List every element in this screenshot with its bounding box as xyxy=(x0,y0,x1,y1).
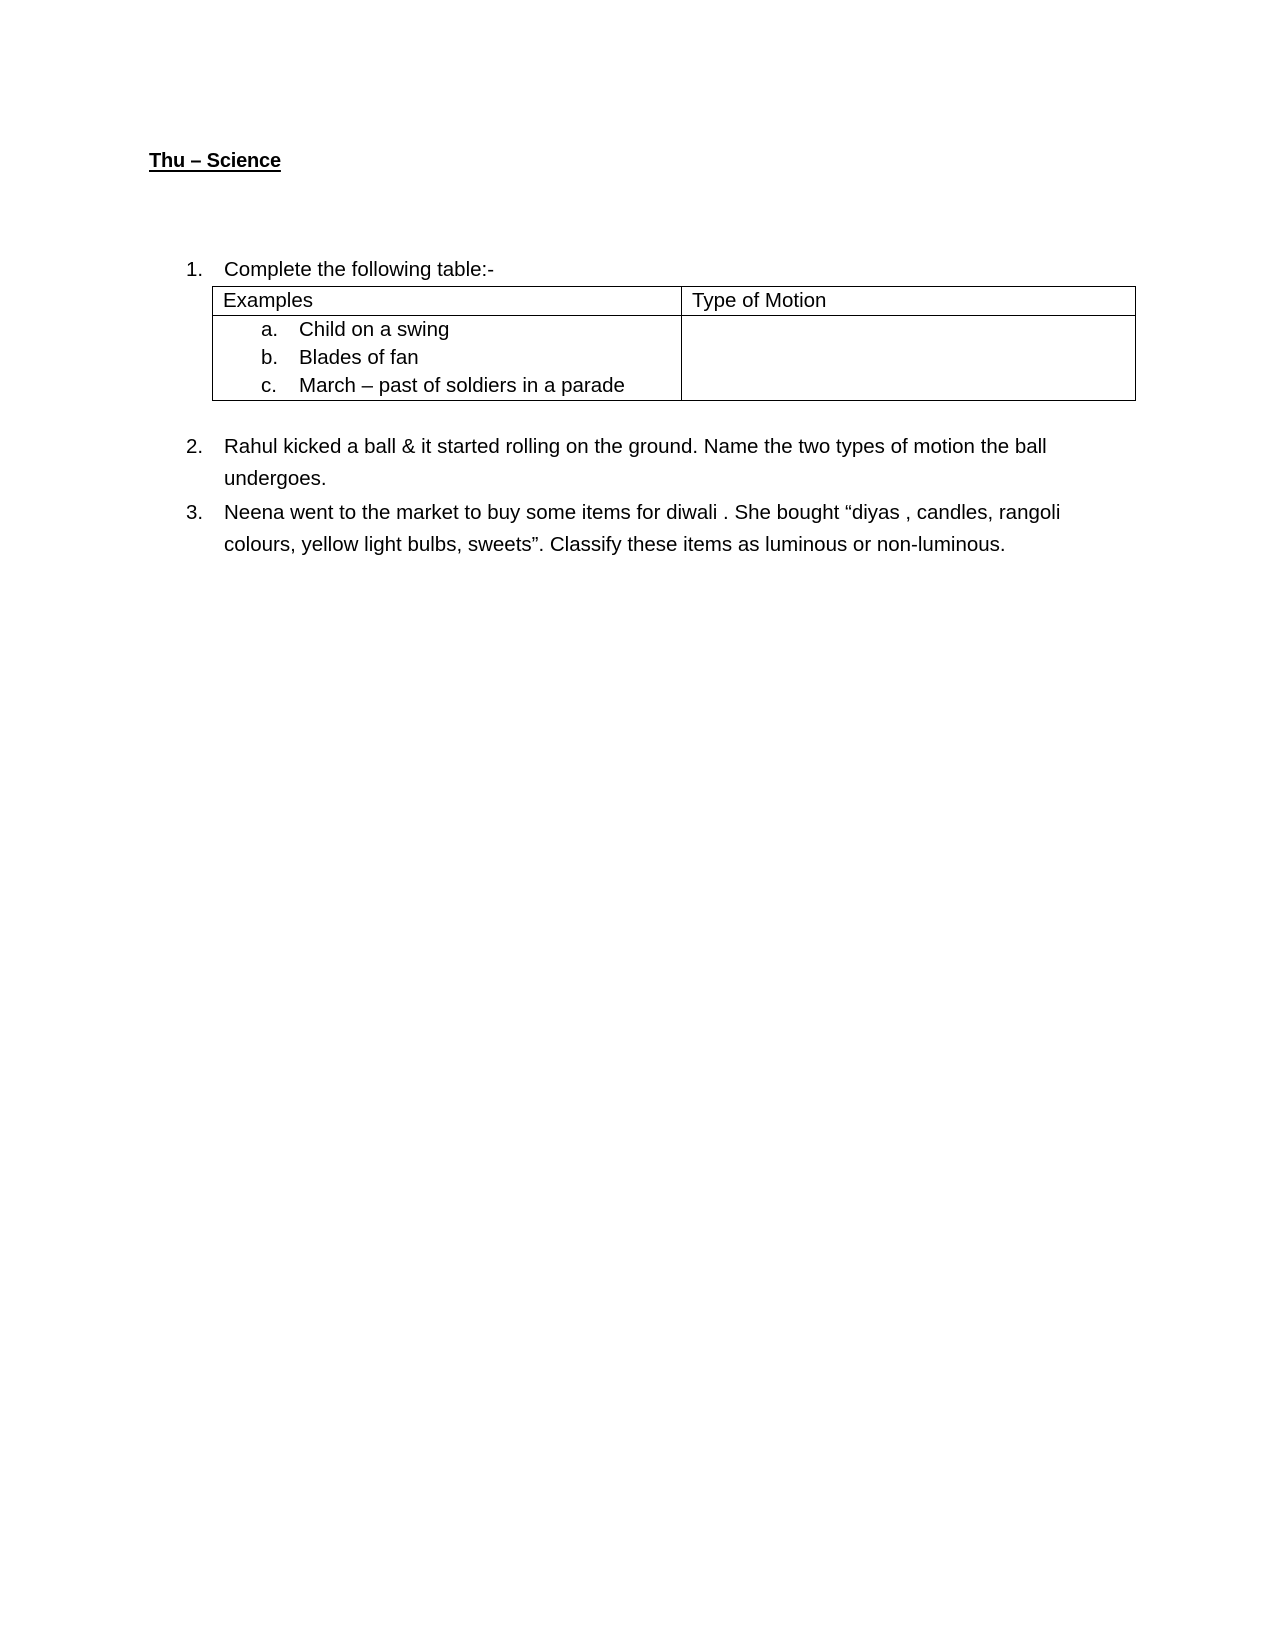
list-item-letter: b. xyxy=(261,346,279,369)
examples-cell xyxy=(213,316,682,401)
examples-list xyxy=(223,316,671,400)
list-item-letter: c. xyxy=(261,374,277,397)
list-item-text: Child on a swing xyxy=(299,318,450,341)
list-item xyxy=(261,344,671,372)
question-number: 3. xyxy=(186,501,204,524)
question-3 xyxy=(186,497,1106,561)
header-examples: Examples xyxy=(213,287,682,316)
list-item-letter: a. xyxy=(261,318,279,341)
table-row xyxy=(213,316,1136,401)
list-item xyxy=(261,372,671,400)
question-text: Rahul kicked a ball & it started rolling on the ground. Name the two types of motion the ball undergoes. xyxy=(224,435,1047,490)
list-item xyxy=(261,316,671,344)
header-type-of-motion: Type of Motion xyxy=(682,287,1136,316)
type-of-motion-answer-cell[interactable] xyxy=(682,316,1136,401)
page-title: Thu – Science xyxy=(149,150,281,172)
question-number: 2. xyxy=(186,435,204,458)
motion-table xyxy=(212,286,1136,401)
list-item-text: Blades of fan xyxy=(299,346,419,369)
table-header-row xyxy=(213,287,1136,316)
question-number: 1. xyxy=(186,258,204,281)
question-text: Complete the following table:- xyxy=(224,258,495,281)
question-1 xyxy=(186,254,1106,286)
question-text: Neena went to the market to buy some items for diwali . She bought “diyas , candles, rangoli colours, yellow light bulbs, sweets”. Classify these items as luminous or non-luminous. xyxy=(224,501,1061,556)
question-2 xyxy=(186,431,1106,495)
list-item-text: March – past of soldiers in a parade xyxy=(299,374,625,397)
